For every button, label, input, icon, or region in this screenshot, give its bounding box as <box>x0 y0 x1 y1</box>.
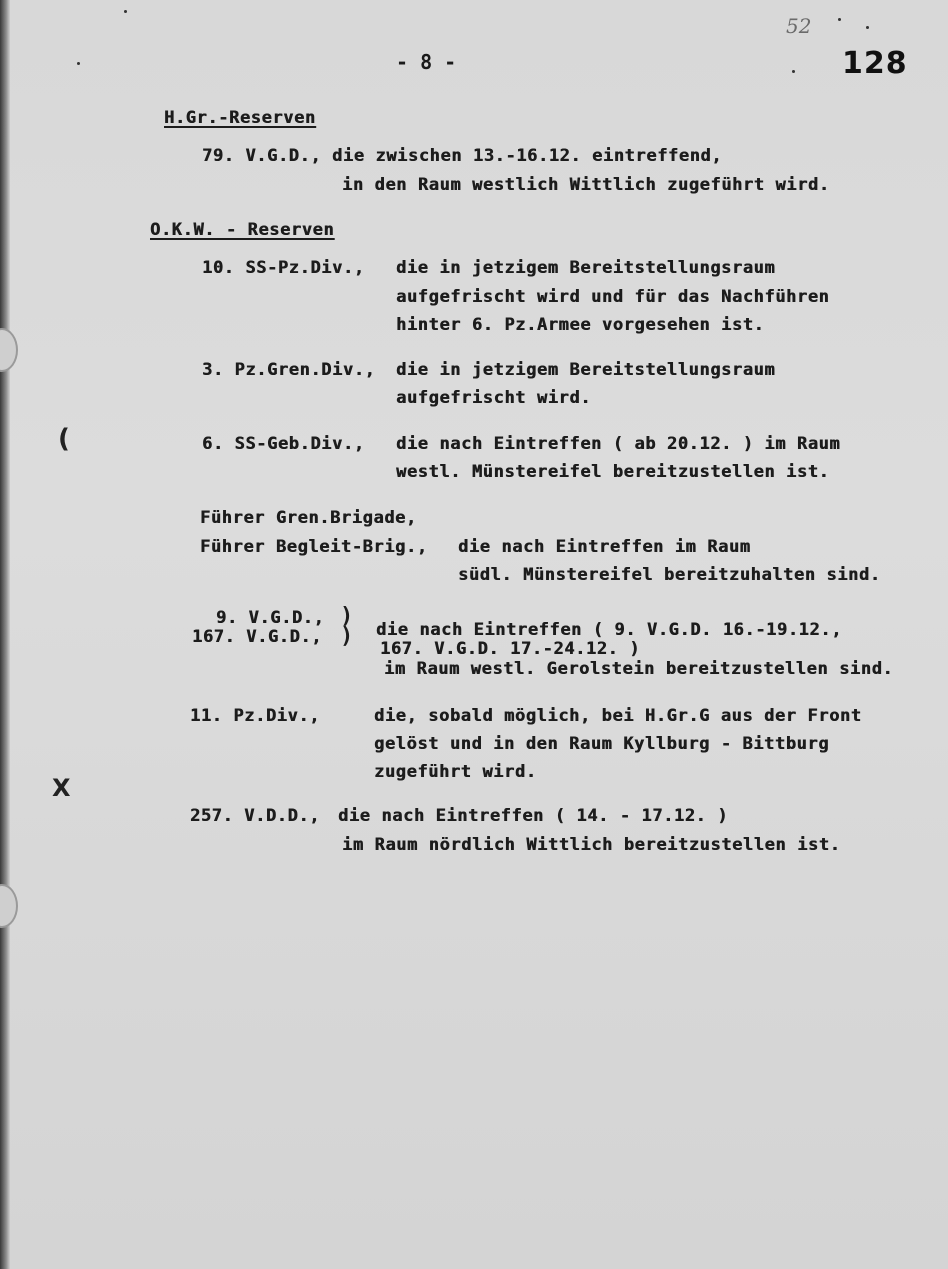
entry-line: gelöst und in den Raum Kyllburg - Bittburg <box>374 734 830 754</box>
pencil-note: 52 <box>786 14 812 38</box>
entry-line: im Raum nördlich Wittlich bereitzustellen ist. <box>342 835 841 855</box>
entry-line: die in jetzigem Bereitstellungsraum <box>396 258 776 278</box>
entry-line: die nach Eintreffen ( 9. V.G.D. 16.-19.12., <box>376 620 842 640</box>
speck <box>866 26 869 29</box>
entry-line: die, sobald möglich, bei H.Gr.G aus der Front <box>374 706 862 726</box>
right-brace: ) <box>340 604 354 629</box>
entry-line: die nach Eintreffen ( ab 20.12. ) im Raum <box>396 434 841 454</box>
folio-number: 128 <box>842 46 908 81</box>
entry-line: aufgefrischt wird und für das Nachführen <box>396 287 830 307</box>
punch-hole <box>0 328 18 372</box>
speck <box>838 18 841 21</box>
unit-label: Führer Begleit-Brig., <box>200 537 428 557</box>
hgr-entry-line: in den Raum westlich Wittlich zugeführt wird. <box>342 175 830 195</box>
hgr-entry-line: 79. V.G.D., die zwischen 13.-16.12. eintreffend, <box>202 146 723 166</box>
entry-line: 167. V.G.D. 17.-24.12. ) <box>380 639 641 659</box>
entry-line: westl. Münstereifel bereitzustellen ist. <box>396 462 830 482</box>
entry-line: zugeführt wird. <box>374 762 537 782</box>
margin-cross-mark: Ⅹ <box>52 774 71 802</box>
page-marker: - 8 - <box>396 50 457 74</box>
unit-label: 6. SS-Geb.Div., <box>202 434 365 454</box>
unit-label: 11. Pz.Div., <box>190 706 321 726</box>
entry-line: die nach Eintreffen im Raum <box>458 537 751 557</box>
speck <box>124 10 127 13</box>
unit-label: Führer Gren.Brigade, <box>200 508 417 528</box>
unit-label: 257. V.D.D., <box>190 806 321 826</box>
punch-hole <box>0 884 18 928</box>
entry-line: aufgefrischt wird. <box>396 388 592 408</box>
section-heading-okw: O.K.W. - Reserven <box>150 220 335 240</box>
speck <box>792 70 795 73</box>
page-left-edge <box>0 0 10 1269</box>
entry-line: südl. Münstereifel bereitzuhalten sind. <box>458 565 881 585</box>
margin-bracket-mark: ( <box>58 424 70 454</box>
entry-line: die nach Eintreffen ( 14. - 17.12. ) <box>338 806 729 826</box>
entry-line: die in jetzigem Bereitstellungsraum <box>396 360 776 380</box>
unit-label: 167. V.G.D., <box>192 627 323 647</box>
right-brace: ) <box>340 624 354 649</box>
unit-label: 10. SS-Pz.Div., <box>202 258 365 278</box>
section-heading-hgr: H.Gr.-Reserven <box>164 108 316 128</box>
unit-label: 3. Pz.Gren.Div., <box>202 360 376 380</box>
speck <box>77 62 80 65</box>
unit-label: 9. V.G.D., <box>216 608 325 628</box>
entry-line: hinter 6. Pz.Armee vorgesehen ist. <box>396 315 765 335</box>
entry-line: im Raum westl. Gerolstein bereitzustellen sind. <box>384 659 894 679</box>
